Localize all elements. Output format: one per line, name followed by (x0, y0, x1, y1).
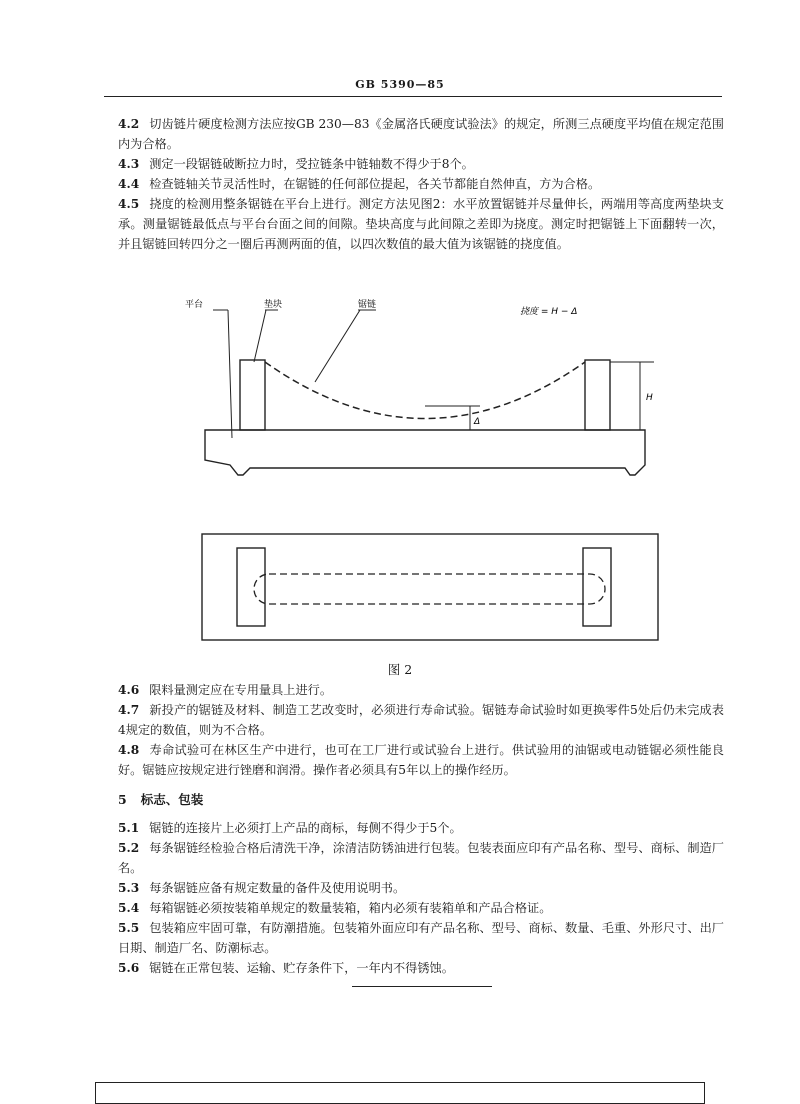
clause-5-1 (118, 818, 724, 838)
figure-top-view (200, 532, 660, 644)
clause-4-2 (118, 114, 724, 154)
leader-block-line (254, 310, 266, 362)
clause-number: 4.5 (118, 197, 140, 211)
right-block-top (583, 548, 611, 626)
left-block-top (237, 548, 265, 626)
section-5-heading (118, 790, 203, 808)
clause-text: 每箱锯链必须按装箱单规定的数量装箱，箱内必须有装箱单和产品合格证。 (149, 901, 552, 915)
clause-number: 4.7 (118, 703, 140, 717)
clause-number: 4.4 (118, 177, 140, 191)
end-rule (352, 986, 492, 987)
label-platform: 平台 (185, 300, 204, 310)
clause-text: 寿命试验可在林区生产中进行，也可在工厂进行或试验台上进行。供试验用的油锯或电动链锯必须性能良好。锯链应按规定进行锉磨和润滑。操作者必须具有5年以上的操作经历。 (118, 743, 724, 777)
clause-text: 锯链的连接片上必须打上产品的商标，每侧不得少于5个。 (149, 821, 462, 835)
clause-text: 限料量测定应在专用量具上进行。 (149, 683, 333, 697)
clause-text: 包装箱应牢固可靠，有防潮措施。包装箱外面应印有产品名称、型号、商标、数量、毛重、外形尺寸、出厂日期、制造厂名、防潮标志。 (118, 921, 724, 955)
footer-box (95, 1082, 705, 1104)
clause-text: 测定一段锯链破断拉力时，受拉链条中链轴数不得少于8个。 (149, 157, 474, 171)
clause-5-5 (118, 918, 724, 958)
label-block: 垫块 (264, 300, 283, 310)
clause-text: 检查链轴关节灵活性时，在锯链的任何部位提起，各关节都能自然伸直，方为合格。 (149, 177, 601, 191)
header-rule (104, 96, 722, 97)
clause-number: 5.1 (118, 821, 140, 835)
label-chain: 锯链 (358, 300, 377, 310)
right-block (585, 360, 610, 430)
chain-curve (265, 362, 585, 419)
clause-text: 挠度的检测用整条锯链在平台上进行。测定方法见图2：水平放置锯链并尽量伸长，两端用等高度两垫块支承。测量锯链最低点与平台台面之间的间隙。垫块高度与此间隙之差即为挠度。测定时把锯链上下面翻转一次，并且锯链回转四分之一圈后再测两面的值，以四次数值的最大值为该锯链的挠度值。 (118, 197, 724, 251)
clause-number: 5.4 (118, 901, 140, 915)
chain-loop-top (254, 574, 605, 604)
clause-text: 新投产的锯链及材料、制造工艺改变时，必须进行寿命试验。锯链寿命试验时如更换零件5处后仍未完成表4规定的数值，则为不合格。 (118, 703, 724, 737)
clause-text: 切齿链片硬度检测方法应按GB 230—83《金属洛氏硬度试验法》的规定，所测三点硬度平均值在规定范围内为合格。 (118, 117, 724, 151)
clause-4-5 (118, 194, 724, 254)
leader-platform-line (228, 310, 232, 438)
platform-shape (205, 430, 645, 475)
label-h: H (646, 393, 653, 403)
figure-side-view (180, 290, 670, 480)
left-block (240, 360, 265, 430)
platform-top (202, 534, 658, 640)
leader-chain-line (315, 310, 360, 382)
clause-4-8 (118, 740, 724, 780)
clause-4-7 (118, 700, 724, 740)
clause-number: 5.2 (118, 841, 140, 855)
label-delta: Δ (474, 417, 481, 427)
clause-text: 锯链在正常包装、运输、贮存条件下，一年内不得锈蚀。 (149, 961, 454, 975)
clause-text: 每条锯链应备有规定数量的备件及使用说明书。 (149, 881, 406, 895)
clause-5-6 (118, 958, 724, 978)
section-number: 5 (118, 792, 127, 807)
clause-number: 5.6 (118, 961, 140, 975)
clause-5-4 (118, 898, 724, 918)
clause-number: 4.8 (118, 743, 140, 757)
figure-caption: 图 2 (387, 662, 413, 677)
clause-4-3 (118, 154, 724, 174)
clause-number: 4.3 (118, 157, 140, 171)
clause-5-2 (118, 838, 724, 878)
section-title: 标志、包装 (140, 792, 204, 807)
clause-4-6 (118, 680, 724, 700)
formula-text: 挠度 = H − Δ (520, 307, 578, 317)
clause-4-4 (118, 174, 724, 194)
clause-5-3 (118, 878, 724, 898)
clause-number: 5.3 (118, 881, 140, 895)
clause-number: 5.5 (118, 921, 140, 935)
page-header: GB 5390—85 (355, 78, 445, 91)
clause-number: 4.6 (118, 683, 140, 697)
clause-text: 每条锯链经检验合格后清洗干净，涂清洁防锈油进行包装。包装表面应印有产品名称、型号、商标、制造厂名。 (118, 841, 724, 875)
clause-number: 4.2 (118, 117, 140, 131)
